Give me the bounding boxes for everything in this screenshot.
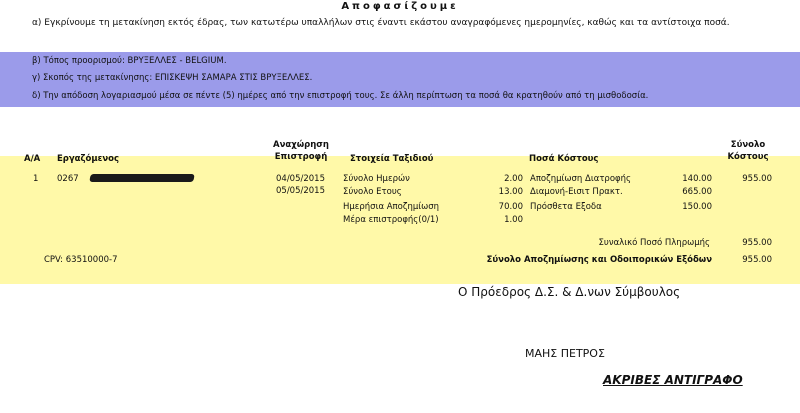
header-total [718, 139, 778, 163]
row-total: 955.00 [742, 174, 772, 184]
cpv-code: CPV: 63510000-7 [44, 255, 118, 265]
trip-label: Μέρα επιστροφής(0/1) [343, 215, 439, 225]
header-trip: Στοιχεία Ταξιδιού [350, 154, 434, 164]
cost-value: 665.00 [682, 187, 712, 197]
header-aa: Α/Α [24, 154, 41, 164]
cost-value: 150.00 [682, 202, 712, 212]
grand-total-value: 955.00 [742, 255, 772, 265]
destination-line: β) Τόπος προορισμού: ΒΡΥΞΕΛΛΕΣ - BELGIUM. [32, 56, 227, 66]
signatory-role: Ο Πρόεδρος Δ.Σ. & Δ.νων Σύμβουλος [458, 285, 681, 299]
purpose-line: γ) Σκοπός της μετακίνησης: ΕΠΙΣΚΕΨΗ ΣΑΜΑΡΑ ΣΤΙΣ ΒΡΥΞΕΛΛΕΣ. [32, 73, 313, 83]
trip-label: Σύνολο Ημερών [343, 174, 410, 184]
payment-value: 955.00 [742, 238, 772, 248]
header-departure [266, 139, 336, 163]
row-employee-code: 0267 [57, 174, 79, 184]
row-aa: 1 [33, 174, 39, 184]
header-departure-label: Αναχώρηση [273, 140, 329, 150]
header-total-label-2: Κόστους [727, 152, 769, 162]
header-total-label: Σύνολο [730, 140, 766, 150]
header-costs: Ποσά Κόστους [529, 154, 599, 164]
deadline-line: δ) Την απόδοση λογαριασμού μέσα σε πέντε (5) ημέρες από την επιστροφή τους. Σε άλλη περίπτωση τα ποσά θα κρατηθούν από τη μισθοδοσία. [32, 91, 649, 101]
trip-value: 1.00 [504, 215, 523, 225]
document-title: Αποφασίζουμε [341, 1, 459, 12]
cost-label: Διαμονή-Εισιτ Πρακτ. [530, 187, 623, 197]
payment-label: Συναλικό Ποσό Πληρωμής [598, 238, 710, 248]
cost-value: 140.00 [682, 174, 712, 184]
trip-label: Ημερήσια Αποζημίωση [343, 202, 440, 212]
trip-value: 70.00 [498, 202, 523, 212]
intro-paragraph: α) Εγκρίνουμε τη μετακίνηση εκτός έδρας, των κατωτέρω υπαλλήλων στις έναντι εκάστου αναγραφόμενες ημερομηνίες, καθώς και τα αντίστοιχα ποσά. [32, 18, 730, 28]
certified-copy-label: ΑΚΡΙΒΕΣ ΑΝΤΙΓΡΑΦΟ [603, 373, 743, 387]
trip-value: 13.00 [498, 187, 523, 197]
header-return-label: Επιστροφή [274, 152, 328, 162]
redacted-name [89, 174, 194, 182]
grand-total-label: Σύνολο Αποζημίωσης και Οδοιπορικών Εξόδων [486, 255, 712, 265]
row-return-date: 05/05/2015 [276, 186, 325, 196]
header-employee: Εργαζόμενος [57, 154, 120, 164]
signatory-name: ΜΑΗΣ ΠΕΤΡΟΣ [525, 347, 605, 360]
cost-label: Πρόσθετα Εξοδα [530, 202, 602, 212]
cost-label: Αποζημίωση Διατροφής [530, 174, 632, 184]
trip-value: 2.00 [504, 174, 523, 184]
row-departure-date: 04/05/2015 [276, 174, 325, 184]
trip-label: Σύνολο Ετους [343, 187, 402, 197]
